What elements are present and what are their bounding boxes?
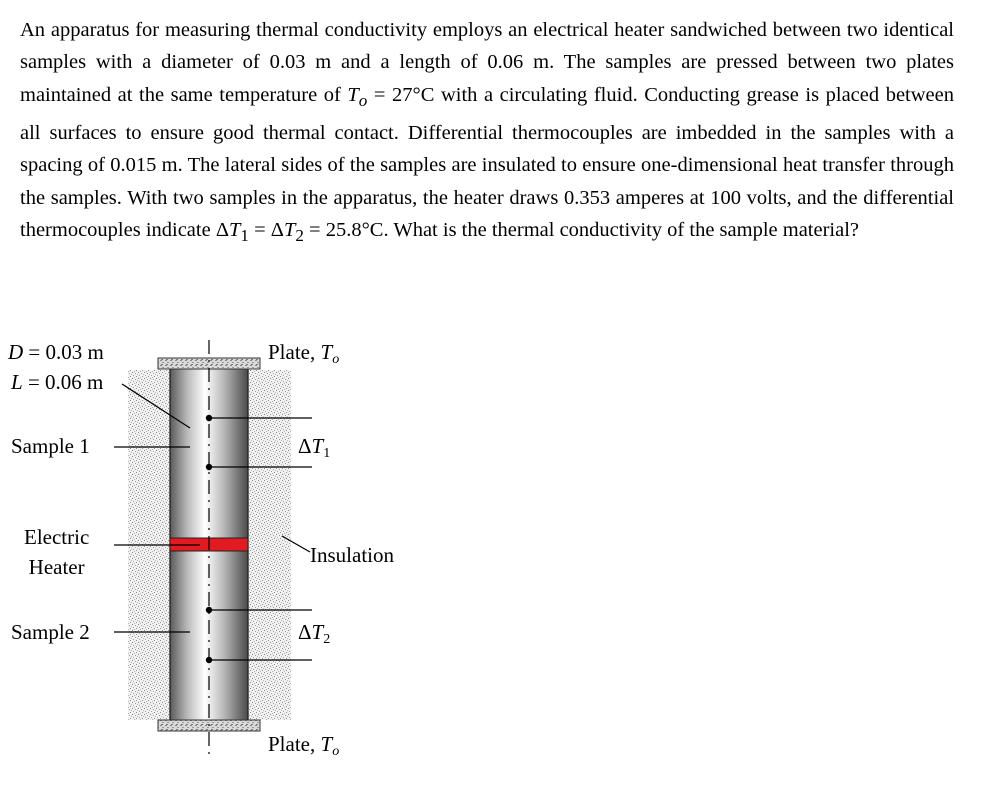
dt-value: = 25.8°C. [303,218,394,241]
t0-sub: o [358,90,368,110]
dt2-sub: 2 [295,225,304,245]
dt2-symbol: T [283,218,296,241]
t0-value: = 27°C with a circulating fluid. Conducting grease is placed between all surfaces to ensure good thermal contact. Differential thermocouples are imbedded in the samples with a spacing of 0.015 m. The lateral sides of the samples are insulated to ensure one-dimensional heat transfer through the samples. With two samples in the apparatus, the heater draws 0.353 amperes at 100 volts, and the differential thermocouples indicate [20,83,954,241]
t0-symbol: T [347,83,359,106]
insulation-label: Insulation [310,543,394,567]
dt1-sub: 1 [240,225,249,245]
length-label: L = 0.06 m [11,370,104,394]
sample2-label: Sample 2 [11,620,90,644]
dt1-label: $\Delta T_1$ [298,434,331,461]
plate-bottom-label: Plate, $T_o$ [268,732,340,759]
problem-question: What is the thermal conductivity of the sample material? [393,218,860,241]
dt-equals: = [248,218,271,241]
electric-heater-label: Electric Heater [24,525,90,579]
sample1-label: Sample 1 [11,434,90,458]
dt2-prefix: Δ [270,218,284,241]
dt2-label: $\Delta T_2$ [298,620,331,647]
dt1-symbol: T [229,218,241,241]
dt1-prefix: Δ [215,218,230,241]
plate-top-label: Plate, $T_o$ [268,340,340,367]
problem-intro: An apparatus for measuring thermal conductivity employs an electrical heater sandwiched between two identical samples with a diameter of 0.03 m and a length of 0.06 m. The samples are pressed between two plates maintained at the same temperature of [20,19,954,106]
top-plate [158,358,260,369]
diameter-label: D = 0.03 m [8,340,104,364]
